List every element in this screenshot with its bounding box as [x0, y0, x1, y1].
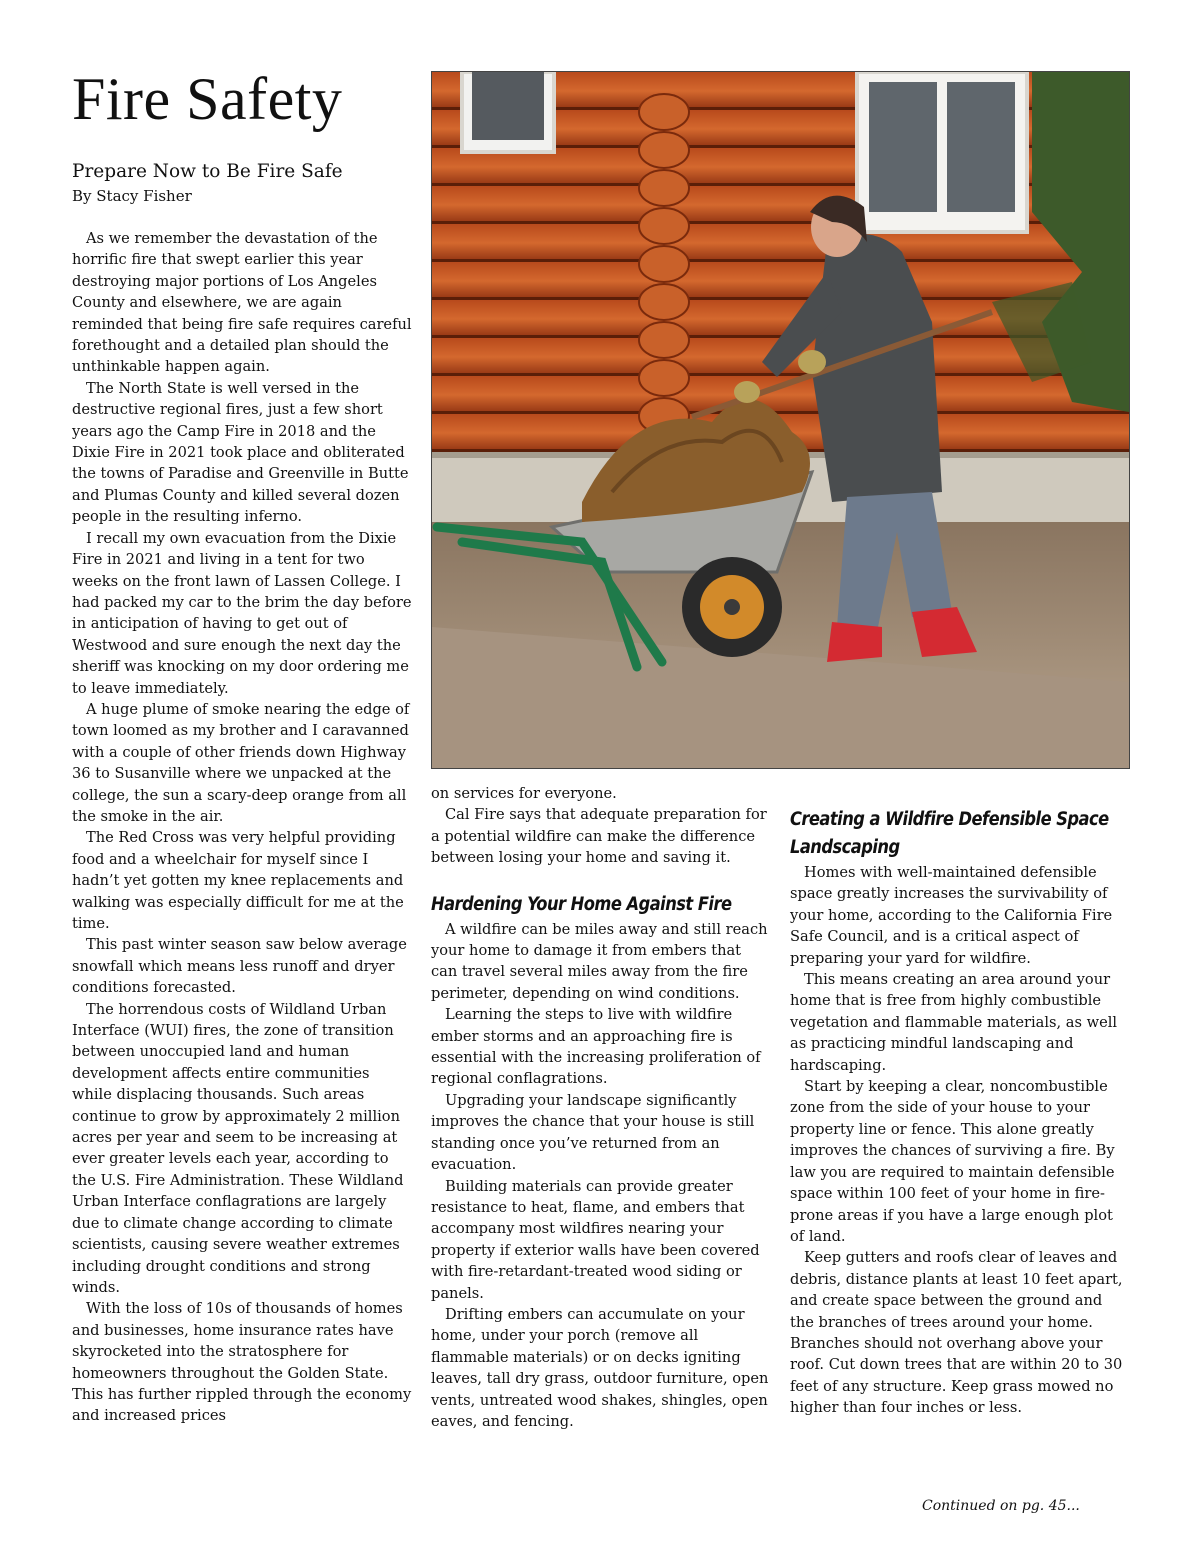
article-column-1: [72, 228, 412, 1427]
paragraph: With the loss of 10s of thousands of homes and businesses, home insurance rates have skyrocketed into the stratosphere for homeowners throughout the Golden State. This has further rippled through the economy and increased prices: [72, 1300, 412, 1425]
paragraph: This means creating an area around your home that is free from highly combustible vegetation and flammable materials, as well as practicing mindful landscaping and hardscaping.: [790, 971, 1118, 1074]
paragraph: I recall my own evacuation from the Dixie Fire in 2021 and living in a tent for two weeks on the front lawn of Lassen College. I had packed my car to the brim the day before in anticipation of having to get out of Westwood and sure enough the next day the sheriff was knocking on my door ordering me to leave immediately.: [72, 529, 412, 697]
page-title: Fire Safety: [72, 66, 343, 132]
paragraph: Building materials can provide greater resistance to heat, flame, and embers that accompany most wildfires nearing your property if exterior walls have been covered with fire-retardant-treated wood siding or panels.: [431, 1177, 760, 1302]
paragraph: Upgrading your landscape significantly improves the chance that your house is still standing once you’ve returned from an evacuation.: [431, 1091, 755, 1174]
paragraph: on services for everyone.: [431, 785, 617, 802]
paragraph: A huge plume of smoke nearing the edge of town loomed as my brother and I caravanned with a couple of other friends down Highway 36 to Susanville where we unpacked at the college, the sun a scary-deep orange from all the smoke in the air.: [72, 700, 410, 825]
article-column-3: [790, 806, 1130, 1419]
paragraph: The North State is well versed in the destructive regional fires, just a few short years ago the Camp Fire in 2018 and the Dixie Fire in 2021 took place and obliterated the towns of Paradise and Greenville in Butte and Plumas County and killed several dozen people in the resulting inferno.: [72, 379, 409, 526]
woman-with-wheelbarrow-photo: [432, 72, 1129, 768]
article-photo: [431, 71, 1130, 769]
paragraph: Cal Fire says that adequate preparation for a potential wildfire can make the difference between losing your home and saving it.: [431, 806, 767, 867]
paragraph: This past winter season saw below average snowfall which means less runoff and dryer conditions forecasted.: [72, 936, 407, 997]
paragraph: As we remember the devastation of the horrific fire that swept earlier this year destroying major portions of Los Angeles County and elsewhere, we are again reminded that being fire safe requires careful forethought and a detailed plan should the unthinkable happen again.: [72, 230, 412, 376]
paragraph: Drifting embers can accumulate on your home, under your porch (remove all flammable materials) or on decks igniting leaves, tall dry grass, outdoor furniture, open vents, untreated wood shakes, shingles, open eaves, and fencing.: [431, 1305, 769, 1430]
paragraph: Homes with well-maintained defensible space greatly increases the survivability of your home, according to the California Fire Safe Council, and is a critical aspect of preparing your yard for wildfire.: [790, 864, 1113, 967]
paragraph: Start by keeping a clear, noncombustible zone from the side of your house to your property line or fence. This alone greatly improves the chances of surviving a fire. By law you are required to maintain defensible space within 100 feet of your home in fire-prone areas if you have a large enough plot of land.: [790, 1078, 1115, 1245]
byline: By Stacy Fisher: [72, 187, 192, 205]
paragraph: Learning the steps to live with wildfire ember storms and an approaching fire is essential with the increasing proliferation of regional conflagrations.: [431, 1006, 761, 1088]
article-subtitle: Prepare Now to Be Fire Safe: [72, 161, 343, 182]
paragraph: The horrendous costs of Wildland Urban Interface (WUI) fires, the zone of transition between unoccupied land and human development affects entire communities while displacing thousands. Such areas continue to grow by approximately 2 million acres per year and seem to be increasing at ever greater levels each year, according to the U.S. Fire Administration. These Wildland Urban Interface conflagrations are largely due to climate change according to climate scientists, causing severe weather extremes including drought conditions and strong winds.: [72, 1000, 404, 1296]
continued-note: Continued on pg. 45...: [922, 1498, 1080, 1514]
article-column-2: [431, 783, 771, 1432]
paragraph: A wildfire can be miles away and still reach your home to damage it from embers that can travel several miles away from the fire perimeter, depending on wind conditions.: [431, 920, 768, 1002]
paragraph: Keep gutters and roofs clear of leaves and debris, distance plants at least 10 feet apart, and create space between the ground and the branches of trees around your home. Branches should not overhang above your roof. Cut down trees that are within 20 to 30 feet of any structure. Keep grass mowed no higher than four inches or less.: [790, 1249, 1123, 1417]
section-heading: Creating a Wildfire Defensible Space Landscaping: [790, 809, 1109, 858]
section-heading: Hardening Your Home Against Fire: [431, 893, 732, 915]
paragraph: The Red Cross was very helpful providing food and a wheelchair for myself since I hadn’t yet gotten my knee replacements and walking was especially difficult for me at the time.: [72, 829, 404, 932]
